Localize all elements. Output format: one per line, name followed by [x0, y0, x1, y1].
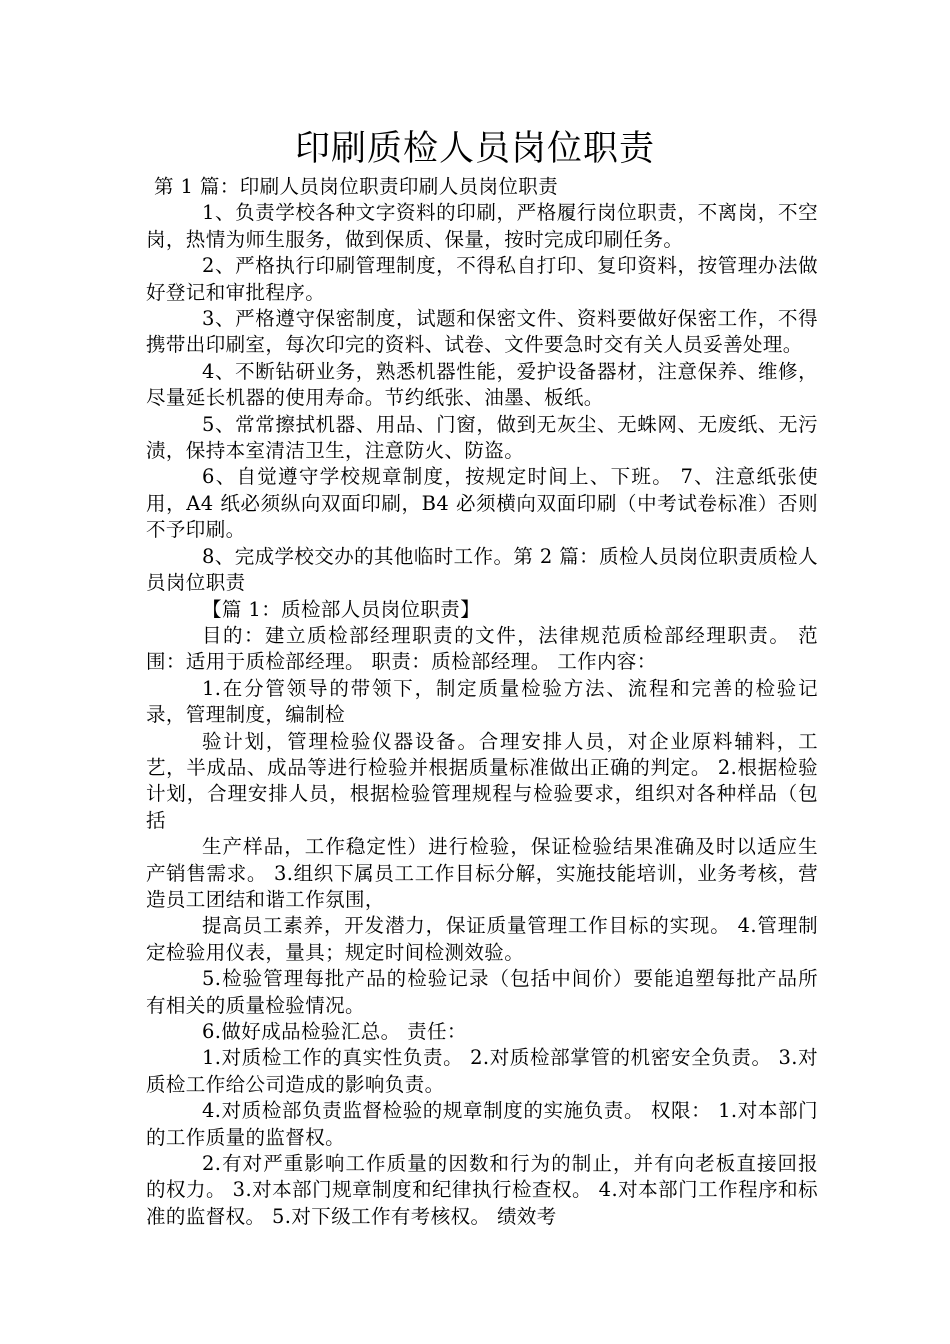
document-body: [146, 174, 818, 1230]
paragraph: 2.有对严重影响工作质量的因数和行为的制止，并有向老板直接回报的权力。 3.对本部门规章制度和纪律执行检查权。 4.对本部门工作程序和标准的监督权。 5.对下级工作有考核权。 绩效考: [146, 1152, 818, 1228]
paragraph: 1.对质检工作的真实性负责。 2.对质检部掌管的机密安全负责。 3.对质检工作给公司造成的影响负责。: [146, 1046, 818, 1096]
paragraph: 5、常常擦拭机器、用品、门窗，做到无灰尘、无蛛网、无废纸、无污渍，保持本室清洁卫生，注意防火、防盗。: [146, 412, 818, 463]
paragraph: 6、自觉遵守学校规章制度，按规定时间上、下班。 7、注意纸张使用，A4 纸必须纵向双面印刷，B4 必须横向双面印刷（中考试卷标准）否则不予印刷。: [146, 465, 818, 542]
paragraph: 验计划，管理检验仪器设备。合理安排人员，对企业原料辅料，工艺，半成品、成品等进行检验并根据质量标准做出正确的判定。 2.根据检验计划，合理安排人员，根据检验管理规程与检验要求，组织对各种样品（包括: [146, 729, 818, 832]
paragraph: 8、完成学校交办的其他临时工作。第 2 篇：质检人员岗位职责质检人员岗位职责: [146, 544, 818, 595]
paragraph: 4.对质检部负责监督检验的规章制度的实施负责。 权限： 1.对本部门的工作质量的监督权。: [146, 1099, 818, 1149]
document-title: 印刷质检人员岗位职责: [294, 129, 655, 169]
paragraph: 1、负责学校各种文字资料的印刷，严格履行岗位职责，不离岗，不空岗，热情为师生服务，做到保质、保量，按时完成印刷任务。: [146, 201, 818, 251]
paragraph: 1.在分管领导的带领下，制定质量检验方法、流程和完善的检验记录，管理制度，编制检: [146, 676, 818, 727]
paragraph: 4、不断钻研业务，熟悉机器性能，爱护设备器材，注意保养、维修，尽量延长机器的使用寿命。节约纸张、油墨、板纸。: [146, 359, 818, 410]
paragraph: 5.检验管理每批产品的检验记录（包括中间价）要能追塑每批产品所有相关的质量检验情况。: [146, 967, 818, 1017]
paragraph: 【篇 1：质检部人员岗位职责】: [202, 597, 481, 621]
paragraph: 第 1 篇：印刷人员岗位职责印刷人员岗位职责: [154, 175, 559, 198]
paragraph: 目的：建立质检部经理职责的文件，法律规范质检部经理职责。 范围：适用于质检部经理。 职责：质检部经理。 工作内容：: [146, 623, 818, 674]
paragraph: 3、严格遵守保密制度，试题和保密文件、资料要做好保密工作，不得携带出印刷室，每次印完的资料、试卷、文件要急时交有关人员妥善处理。: [146, 307, 818, 357]
paragraph: 生产样品，工作稳定性）进行检验，保证检验结果准确及时以适应生产销售需求。 3.组织下属员工工作目标分解，实施技能培训，业务考核，营造员工团结和谐工作氛围，: [146, 835, 818, 911]
paragraph: 6.做好成品检验汇总。 责任：: [202, 1020, 467, 1043]
paragraph: 提高员工素养，开发潜力，保证质量管理工作目标的实现。 4.管理制定检验用仪表，量具；规定时间检测效验。: [146, 914, 818, 964]
paragraph: 2、严格执行印刷管理制度，不得私自打印、复印资料，按管理办法做好登记和审批程序。: [146, 254, 818, 304]
